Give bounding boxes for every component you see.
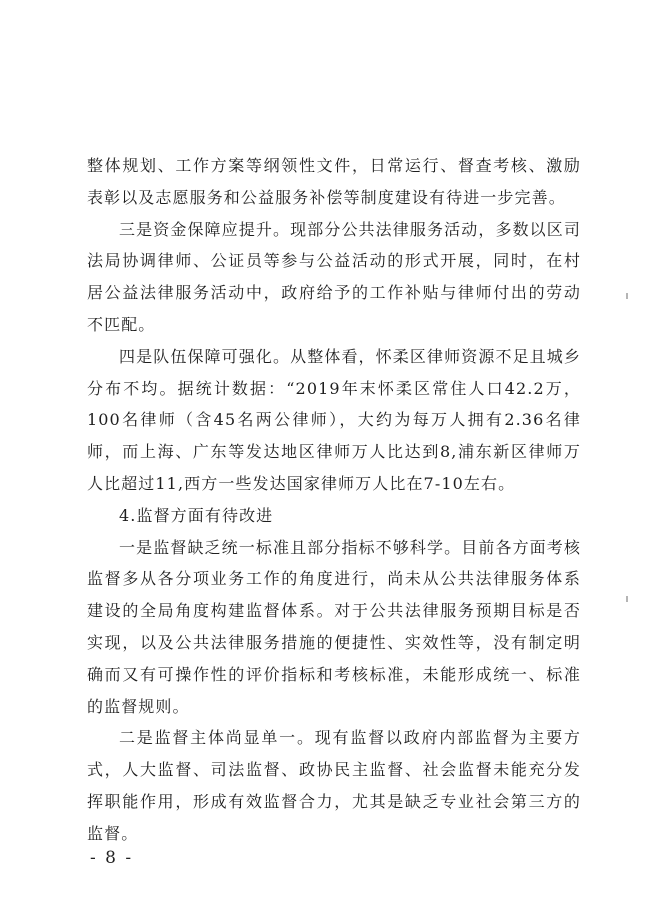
paragraph-funding: 三是资金保障应提升。现部分公共法律服务活动，多数以区司法局协调律师、公证员等参与公益活动的形式开展，同时，在村居公益法律服务活动中，政府给予的工作补贴与律师付出的劳动不匹配。	[87, 219, 581, 334]
paragraph-supervision-subject: 二是监督主体尚显单一。现有监督以政府内部监督为主要方式，人大监督、司法监督、政协民主监督、社会监督未能充分发挥职能作用，形成有效监督合力，尤其是缺乏专业社会第三方的监督。	[87, 728, 581, 843]
scan-edge-mark	[626, 293, 628, 299]
document-body	[87, 150, 581, 850]
scan-edge-mark	[626, 596, 628, 602]
section-heading-supervision: 4.监督方面有待改进	[119, 505, 274, 525]
paragraph-continuation: 整体规划、工作方案等纲领性文件，日常运行、督查考核、激励表彰以及志愿服务和公益服务补偿等制度建设有待进一步完善。	[87, 156, 581, 207]
page-number: - 8 -	[90, 848, 134, 868]
paragraph-staffing: 四是队伍保障可强化。从整体看，怀柔区律师资源不足且城乡分布不均。据统计数据：“2019年末怀柔区常住人口42.2万，100名律师（含45名两公律师），大约为每万人拥有2.36名律师，而上海、广东等发达地区律师万人比达到8,浦东新区律师万人比超过11,西方一些发达国家律师万人比在7-10左右。	[87, 346, 581, 493]
paragraph-supervision-standards: 一是监督缺乏统一标准且部分指标不够科学。目前各方面考核监督多从各分项业务工作的角度进行，尚未从公共法律服务体系建设的全局角度构建监督体系。对于公共法律服务预期目标是否实现，以及公共法律服务措施的便捷性、实效性等，没有制定明确而又有可操作性的评价指标和考核标准，未能形成统一、标准的监督规则。	[87, 537, 581, 716]
